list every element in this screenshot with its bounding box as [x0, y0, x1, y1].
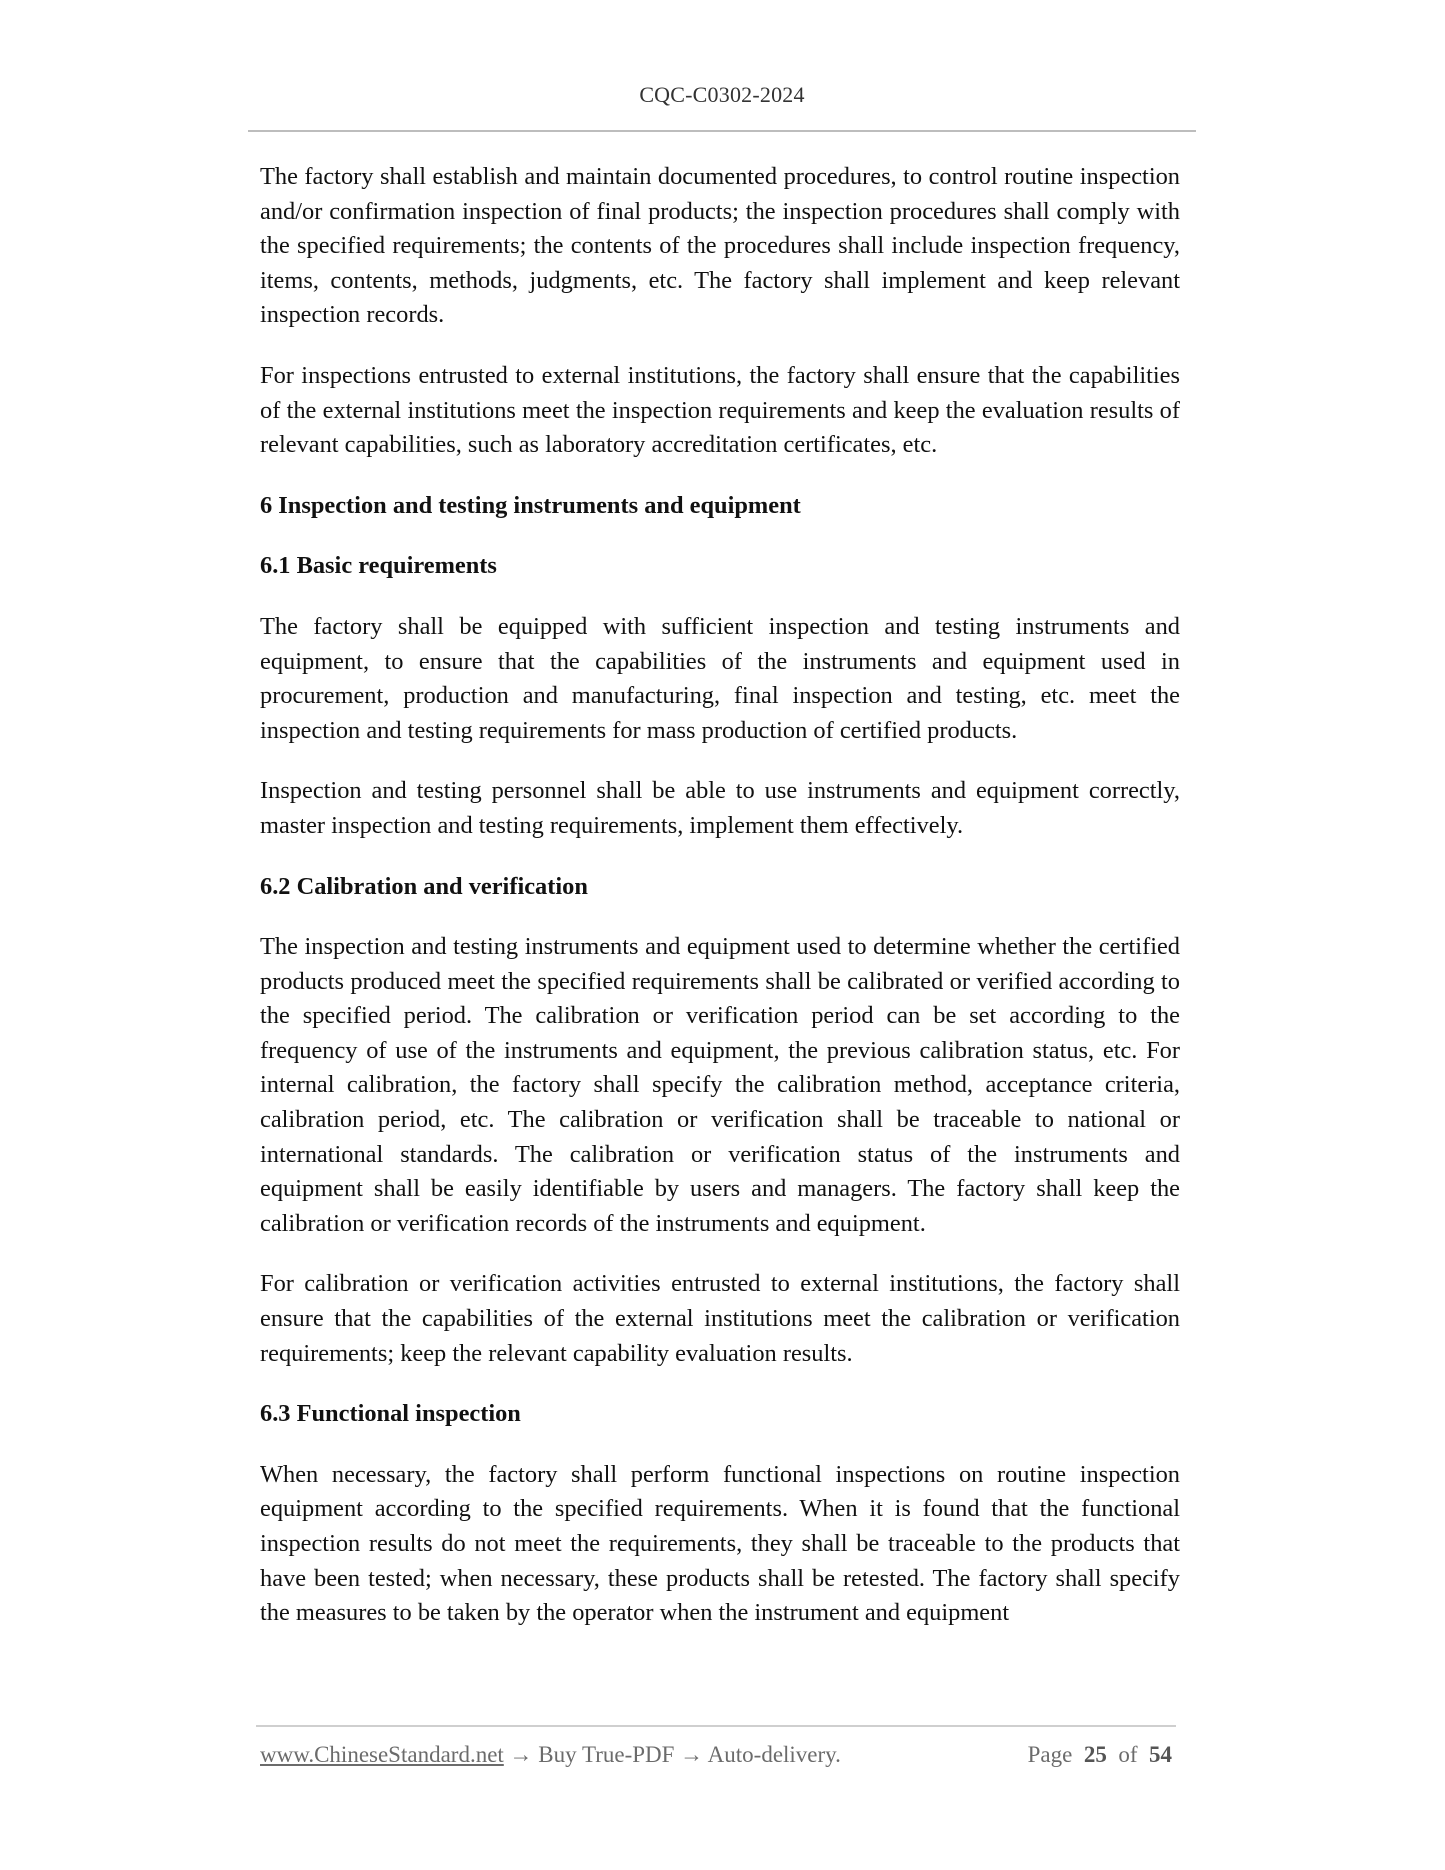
section-heading-6-2: 6.2 Calibration and verification [260, 872, 588, 900]
section-heading-6-3: 6.3 Functional inspection [260, 1400, 521, 1428]
paragraph-external-calibration: For calibration or verification activities entrusted to external institutions, the factory shall ensure that the capabilities of the external institutions meet the calibration or verification requirements; keep the relevant capability evaluation results. [260, 1270, 1180, 1367]
page-indicator: Page 25 of 54 [1027, 1742, 1172, 1767]
chinesestandard-link[interactable]: www.ChineseStandard.net [260, 1742, 504, 1767]
footer-promo-text: → Buy True-PDF → Auto-delivery. [503, 1742, 841, 1767]
paragraph-external-inspections: For inspections entrusted to external institutions, the factory shall ensure that the capabilities of the external institutions meet the inspection requirements and keep the evaluation results of relevant capabilities, such as laboratory accreditation certificates, etc. [260, 361, 1180, 459]
section-heading-6-1: 6.1 Basic requirements [260, 552, 497, 580]
page-body [260, 160, 1180, 1657]
paragraph-functional-inspection: When necessary, the factory shall perform functional inspections on routine inspection equipment according to the specified requirements. When it is found that the functional inspection results do not meet the requirements, they shall be traceable to the products that have been tested; when necessary, these products shall be retested. The factory shall specify the measures to be taken by the operator when the instrument and equipment [260, 1460, 1180, 1627]
paragraph-final-inspection-procedures: The factory shall establish and maintain documented procedures, to control routine inspection and/or confirmation inspection of final products; the inspection procedures shall comply with the specified requirements; the contents of the procedures shall include inspection frequency, items, contents, methods, judgments, etc. The factory shall implement and keep relevant inspection records. [260, 163, 1180, 329]
footer-promo [260, 1742, 841, 1768]
page-footer [260, 1742, 1172, 1768]
header-divider [248, 130, 1196, 132]
paragraph-equipment-sufficiency: The factory shall be equipped with sufficient inspection and testing instruments and equipment, to ensure that the capabilities of the instruments and equipment used in procurement, production and manufacturing, final inspection and testing, etc. meet the inspection and testing requirements for mass production of certified products. [260, 612, 1180, 744]
current-page-number: 25 [1083, 1742, 1107, 1767]
paragraph-calibration-requirements: The inspection and testing instruments and equipment used to determine whether the certified products produced meet the specified requirements shall be calibrated or verified according to the specified period. The calibration or verification period can be set according to the frequency of use of the instruments and equipment, the previous calibration status, etc. For internal calibration, the factory shall specify the calibration method, acceptance criteria, calibration period, etc. The calibration or verification shall be traceable to national or international standards. The calibration or verification status of the instruments and equipment shall be easily identifiable by users and managers. The factory shall keep the calibration or verification records of the instruments and equipment. [260, 933, 1180, 1237]
total-page-number: 54 [1149, 1742, 1172, 1767]
running-header: CQC-C0302-2024 [639, 82, 805, 107]
paragraph-personnel-competence: Inspection and testing personnel shall be able to use instruments and equipment correctly, master inspection and testing requirements, implement them effectively. [260, 777, 1180, 839]
section-heading-6: 6 Inspection and testing instruments and equipment [260, 491, 801, 519]
footer-divider [256, 1725, 1176, 1727]
